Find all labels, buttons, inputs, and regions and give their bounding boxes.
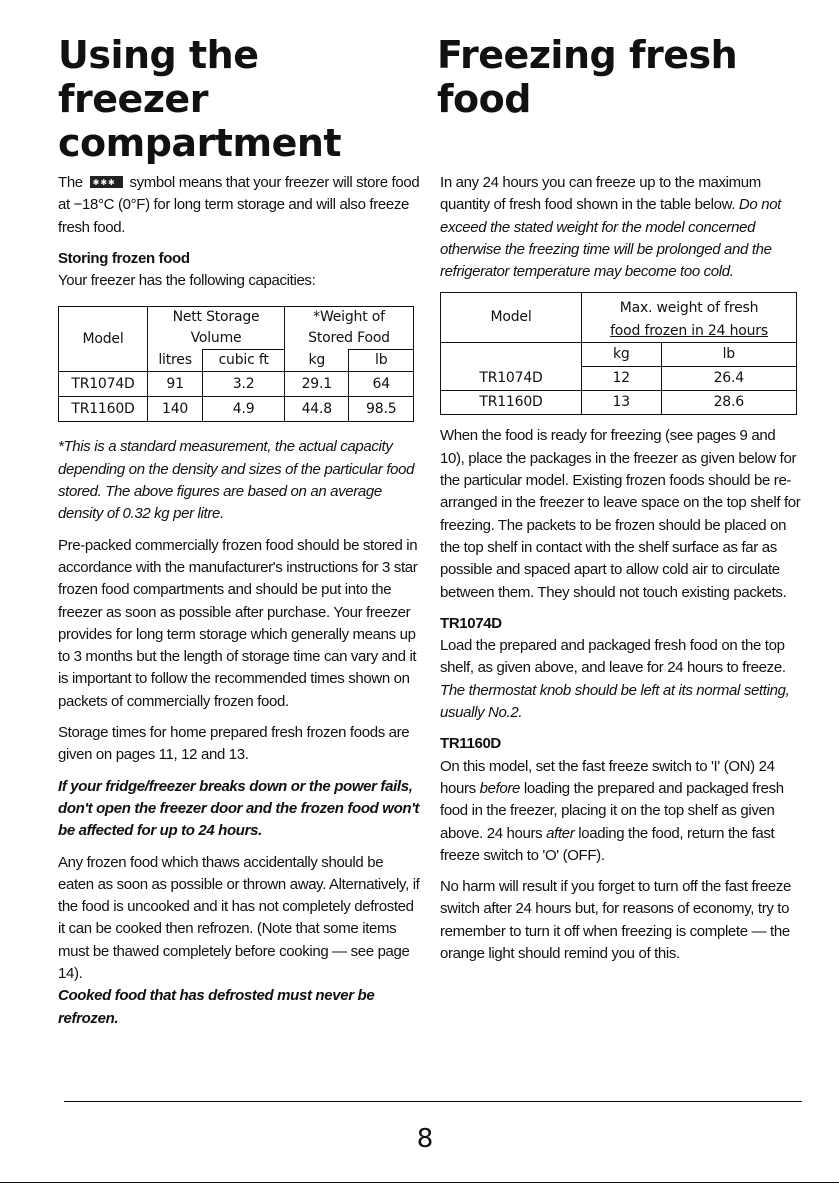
footer-rule [64,1101,802,1102]
freezing-intro-text: In any 24 hours you can freeze up to the maximum quantity of fresh food shown in the table below. [440,174,761,214]
tr1074-heading: TR1074D [440,614,502,632]
intro-text-start: The [58,174,83,191]
page-title-left: Using the freezer compartment [58,33,342,165]
row-model: TR1074D [441,367,582,391]
table-header-blank [441,343,582,367]
table-header-kg: kg [285,350,349,372]
row-kg: 13 [582,391,662,415]
tr1160-text-b: before [479,779,521,797]
prepacked-paragraph: Pre-packed commercially frozen food should be stored in accordance with the manufacturer's instructions for 3 star frozen food compartments and should be put into the freezer as soon as possible after purchase. Your freezer provides for long term storage which generally means up to 3 months but the length of storage time can vary and it is important to follow the recommended times shown on packets of commercially frozen food. [58,536,418,710]
table-header-litres: litres [148,350,203,372]
tr1074-note: The thermostat knob should be left at its normal setting, usually No.2. [440,681,790,722]
row-litres: 140 [148,397,203,422]
row-lb: 28.6 [661,391,796,415]
storing-heading: Storing frozen food [58,249,190,267]
row-model: TR1160D [441,391,582,415]
table-header-model: Model [59,307,148,372]
capacity-table [58,306,414,422]
tr1160-text-d: after [546,824,575,842]
row-kg: 29.1 [285,372,349,397]
table-header-nett-1: Nett Storage [148,307,285,329]
row-lb: 64 [349,372,414,397]
no-harm-paragraph: No harm will result if you forget to turn off the fast freeze switch after 24 hours but, for reasons of economy, try to remember to turn it off when freezing is complete — the orange light should remind you of this. [440,878,792,963]
tr1160-heading: TR1160D [440,735,501,753]
page-number: 8 [416,1124,434,1154]
table-row [441,367,797,391]
storage-times-paragraph: Storage times for home prepared fresh frozen foods are given on pages 11, 12 and 13. [58,724,410,764]
table-header-lb: lb [349,350,414,372]
tr1160-text-c: loading the prepared and packaged fresh food in the freezer, placing it on the top shelf as given above. 24 hours [440,779,784,842]
page-title-right: Freezing fresh food [437,33,738,121]
row-lb: 98.5 [349,397,414,422]
table-header-kg: kg [582,343,662,367]
breakdown-warning: If your fridge/freezer breaks down or the power fails, don't open the freezer door and the frozen food won't be affected for up to 24 hours. [58,777,420,840]
table-row [441,391,797,415]
table-header-lb: lb [661,343,796,367]
intro-paragraph [58,172,420,239]
row-litres: 91 [148,372,203,397]
table-header-nett-2: Volume [148,328,285,350]
table-header-model: Model [441,293,582,343]
bottom-edge-rule [0,1182,839,1183]
cooked-warning: Cooked food that has defrosted must never be refrozen. [58,987,375,1027]
storing-text: Your freezer has the following capacities: [58,272,316,290]
row-kg: 12 [582,367,662,391]
table-row [59,372,414,397]
row-cubic: 3.2 [203,372,285,397]
freezing-intro-warning: Do not exceed the stated weight for the model concerned otherwise the freezing time will be prolonged and the refrigerator temperature may become too cold. [440,196,782,281]
row-model: TR1160D [59,397,148,422]
row-cubic: 4.9 [203,397,285,422]
left-column [58,172,420,1039]
right-column [440,172,802,974]
row-lb: 26.4 [661,367,796,391]
table-header-cubic: cubic ft [203,350,285,372]
table-header-weight-2: Stored Food [285,328,414,350]
footnote: *This is a standard measurement, the actual capacity depending on the density and sizes of the particular food stored. The above figures are based on an average density of 0.32 kg per litre. [58,438,415,523]
row-kg: 44.8 [285,397,349,422]
three-star-freezer-icon [90,176,123,188]
tr1160-paragraph [440,756,802,867]
tr1074-text: Load the prepared and packaged fresh food on the top shelf, as given above, and leave for 24 hours to freeze. [440,637,786,677]
intro-text-end: symbol means that your freezer will store food at −18°C (0°F) for long term storage and will also freeze fresh food. [58,174,420,236]
table-header-max-2: food frozen in 24 hours [582,319,797,343]
thaw-paragraph: Any frozen food which thaws accidentally should be eaten as soon as possible or thrown away. Alternatively, if the food is uncooked and it has not completely defrosted it can be cooked then refrozen. (Note that some items must be thawed completely before cooking — see page 14). [58,853,420,983]
freezing-intro [440,172,802,283]
max-weight-table [440,292,797,415]
tr1160-text-e: loading the food, return the fast freeze switch to 'O' (OFF). [440,824,775,864]
table-row [59,397,414,422]
row-model: TR1074D [59,372,148,397]
table-header-max-1: Max. weight of fresh [582,293,797,320]
tr1160-text-a: On this model, set the fast freeze switch to 'I' (ON) 24 hours [440,757,775,797]
tr1074-paragraph [440,635,802,724]
ready-paragraph: When the food is ready for freezing (see pages 9 and 10), place the packages in the freezer as given below for the particular model. Existing frozen foods should be re-arranged in the freezer to leave space on the top shelf for freezing. The packets to be frozen should be placed on the top shelf in contact with the shelf surface as far as possible and spaced apart to allow cold air to circulate between them. They should not touch existing packets. [440,427,801,601]
table-header-weight-1: *Weight of [285,307,414,329]
